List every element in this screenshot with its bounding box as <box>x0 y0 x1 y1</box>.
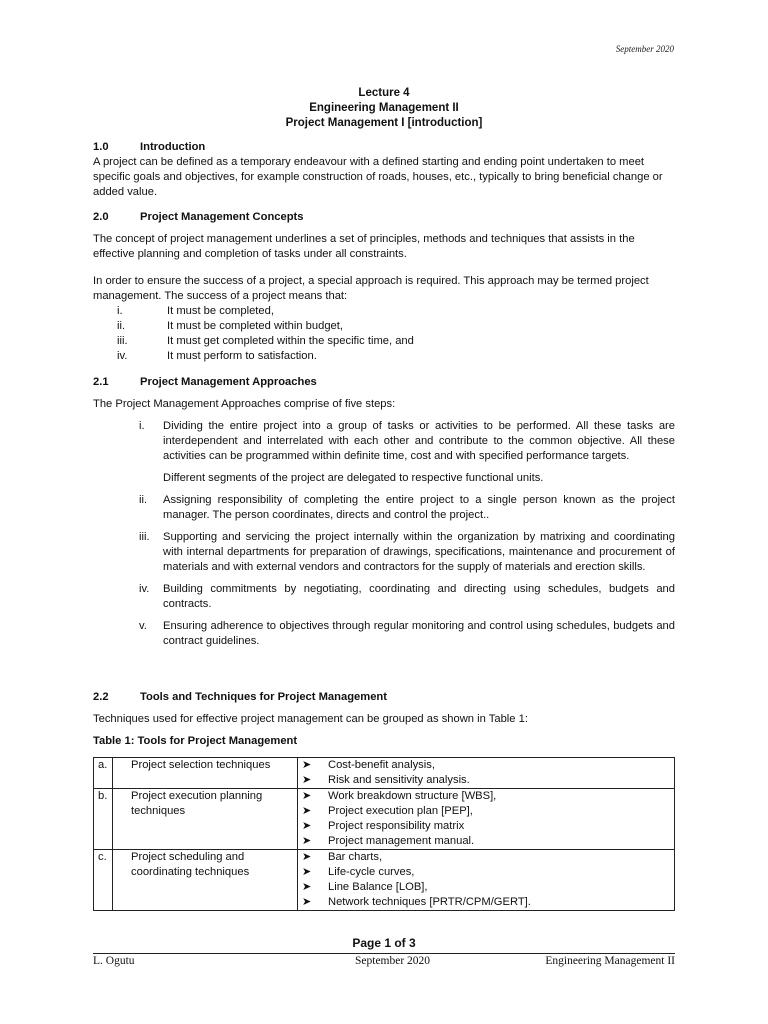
tools-intro: Techniques used for effective project management can be grouped as shown in Table 1: <box>93 713 528 725</box>
success-criteria-list <box>93 304 675 364</box>
row-category: Project selection techniques <box>113 758 298 789</box>
row-techniques <box>298 850 675 911</box>
row-techniques <box>298 758 675 789</box>
step-text-wrap <box>163 419 675 486</box>
section-heading: 2.1 Project Management Approaches <box>93 376 317 388</box>
table-bullet-item: ➤ Line Balance [LOB], <box>302 881 428 893</box>
row-category: Project execution planning techniques <box>113 789 298 850</box>
page-number: Page 1 of 3 <box>352 936 416 950</box>
step-text: Supporting and servicing the project internally within the organization by matrixing and coordinating with internal departments for preparation of drawings, specifications, maintenance and procurement of materials and with external vendors and contractors for the supply of materials and erection skills. <box>163 531 675 573</box>
list-item <box>93 349 675 364</box>
section-heading: 1.0 Introduction <box>93 141 206 153</box>
step-text-wrap <box>163 530 675 575</box>
table-bullet-item: ➤ Risk and sensitivity analysis. <box>302 774 470 786</box>
table-row <box>94 789 675 850</box>
list-item <box>93 304 675 319</box>
step-item <box>93 582 675 612</box>
list-text: It must be completed, <box>167 305 274 317</box>
list-item <box>93 319 675 334</box>
step-marker: iii. <box>139 531 150 543</box>
arrow-bullet-icon: ➤ <box>302 774 312 786</box>
section-introduction <box>93 140 675 200</box>
arrow-bullet-icon: ➤ <box>302 881 312 893</box>
table-row <box>94 850 675 911</box>
list-marker: iv. <box>117 350 128 362</box>
table-caption: Table 1: Tools for Project Management <box>93 735 298 747</box>
arrow-bullet-icon: ➤ <box>302 805 312 817</box>
paragraph: A project can be defined as a temporary endeavour with a defined starting and ending point undertaken to meet specific goals and objectives, for example construction of roads, houses, etc., typically to bring beneficial change or added value. <box>93 156 663 198</box>
step-marker: ii. <box>139 494 148 506</box>
list-text: It must perform to satisfaction. <box>167 350 317 362</box>
lecture-number: Lecture 4 <box>358 87 410 99</box>
step-text-wrap <box>163 582 675 612</box>
row-category: Project scheduling and coordinating techniques <box>113 850 298 911</box>
step-text: Building commitments by negotiating, coordinating and directing using schedules, budgets and contracts. <box>163 583 675 610</box>
table-bullet-item: ➤ Work breakdown structure [WBS], <box>302 790 497 802</box>
table-bullet-item: ➤ Project execution plan [PEP], <box>302 805 473 817</box>
arrow-bullet-icon: ➤ <box>302 835 312 847</box>
step-marker: v. <box>139 620 147 632</box>
tools-table-wrap <box>93 757 675 911</box>
footer-divider <box>93 953 675 954</box>
arrow-bullet-icon: ➤ <box>302 866 312 878</box>
table-bullet-item: ➤ Cost-benefit analysis, <box>302 759 435 771</box>
footer-author: L. Ogutu <box>93 955 135 967</box>
step-note: Different segments of the project are delegated to respective functional units. <box>163 472 544 484</box>
list-marker: iii. <box>117 335 128 347</box>
lecture-topic: Project Management I [introduction] <box>285 117 483 129</box>
arrow-bullet-icon: ➤ <box>302 851 312 863</box>
course-title: Engineering Management II <box>309 102 459 114</box>
section-approaches <box>93 375 675 390</box>
approach-steps-list <box>93 419 675 649</box>
step-item <box>93 493 675 523</box>
row-label: a. <box>94 758 113 789</box>
table-bullet-item: ➤ Bar charts, <box>302 851 383 863</box>
step-marker: iv. <box>139 583 150 595</box>
header-date: September 2020 <box>615 44 674 54</box>
list-item <box>93 334 675 349</box>
step-marker: i. <box>139 420 145 432</box>
arrow-bullet-icon: ➤ <box>302 759 312 771</box>
step-text-wrap <box>163 493 675 523</box>
list-text: It must be completed within budget, <box>167 320 343 332</box>
step-text: Dividing the entire project into a group of tasks or activities to be performed. All these tasks are interdependent and interrelated with each other and contribute to the common objective. All these activities can be programmed within definite time, cost and with specified performance targets. <box>163 420 675 462</box>
step-text-wrap <box>163 619 675 649</box>
section-concepts <box>93 210 675 225</box>
list-text: It must get completed within the specific time, and <box>167 335 414 347</box>
row-techniques <box>298 789 675 850</box>
table-bullet-item: ➤ Project responsibility matrix <box>302 820 465 832</box>
row-label: c. <box>94 850 113 911</box>
footer-course: Engineering Management II <box>545 955 675 967</box>
row-label: b. <box>94 789 113 850</box>
table-bullet-item: ➤ Network techniques [PRTR/CPM/GERT]. <box>302 896 531 908</box>
section-tools <box>93 690 675 705</box>
step-item <box>93 619 675 649</box>
section-heading: 2.0 Project Management Concepts <box>93 211 304 223</box>
step-text: Ensuring adherence to objectives through regular monitoring and control using schedules, budgets and contract guidelines. <box>163 620 675 647</box>
title-block <box>0 86 768 131</box>
table-row <box>94 758 675 789</box>
tools-table <box>93 757 675 911</box>
table-bullet-item: ➤ Project management manual. <box>302 835 475 847</box>
step-text: Assigning responsibility of completing the entire project to a single person known as the project manager. The person coordinates, directs and control the project.. <box>163 494 675 521</box>
arrow-bullet-icon: ➤ <box>302 790 312 802</box>
list-marker: i. <box>117 305 123 317</box>
arrow-bullet-icon: ➤ <box>302 896 312 908</box>
arrow-bullet-icon: ➤ <box>302 820 312 832</box>
concepts-paragraph-2: In order to ensure the success of a project, a special approach is required. This approach may be termed project management. The success of a project means that: i. It must be completed, ii. It must be completed within budget, iii. It must get completed within the specific time, and iv. It must perform to satisfaction. <box>93 274 675 364</box>
concepts-paragraph-1: The concept of project management underlines a set of principles, methods and techniques that assists in the effective planning and completion of tasks under all constraints. <box>93 233 635 260</box>
table-bullet-item: ➤ Life-cycle curves, <box>302 866 415 878</box>
section-heading: 2.2 Tools and Techniques for Project Management <box>93 691 387 703</box>
list-marker: ii. <box>117 320 126 332</box>
footer-date: September 2020 <box>355 955 431 967</box>
step-item <box>93 419 675 486</box>
step-item <box>93 530 675 575</box>
approaches-intro: The Project Management Approaches comprise of five steps: <box>93 398 396 410</box>
